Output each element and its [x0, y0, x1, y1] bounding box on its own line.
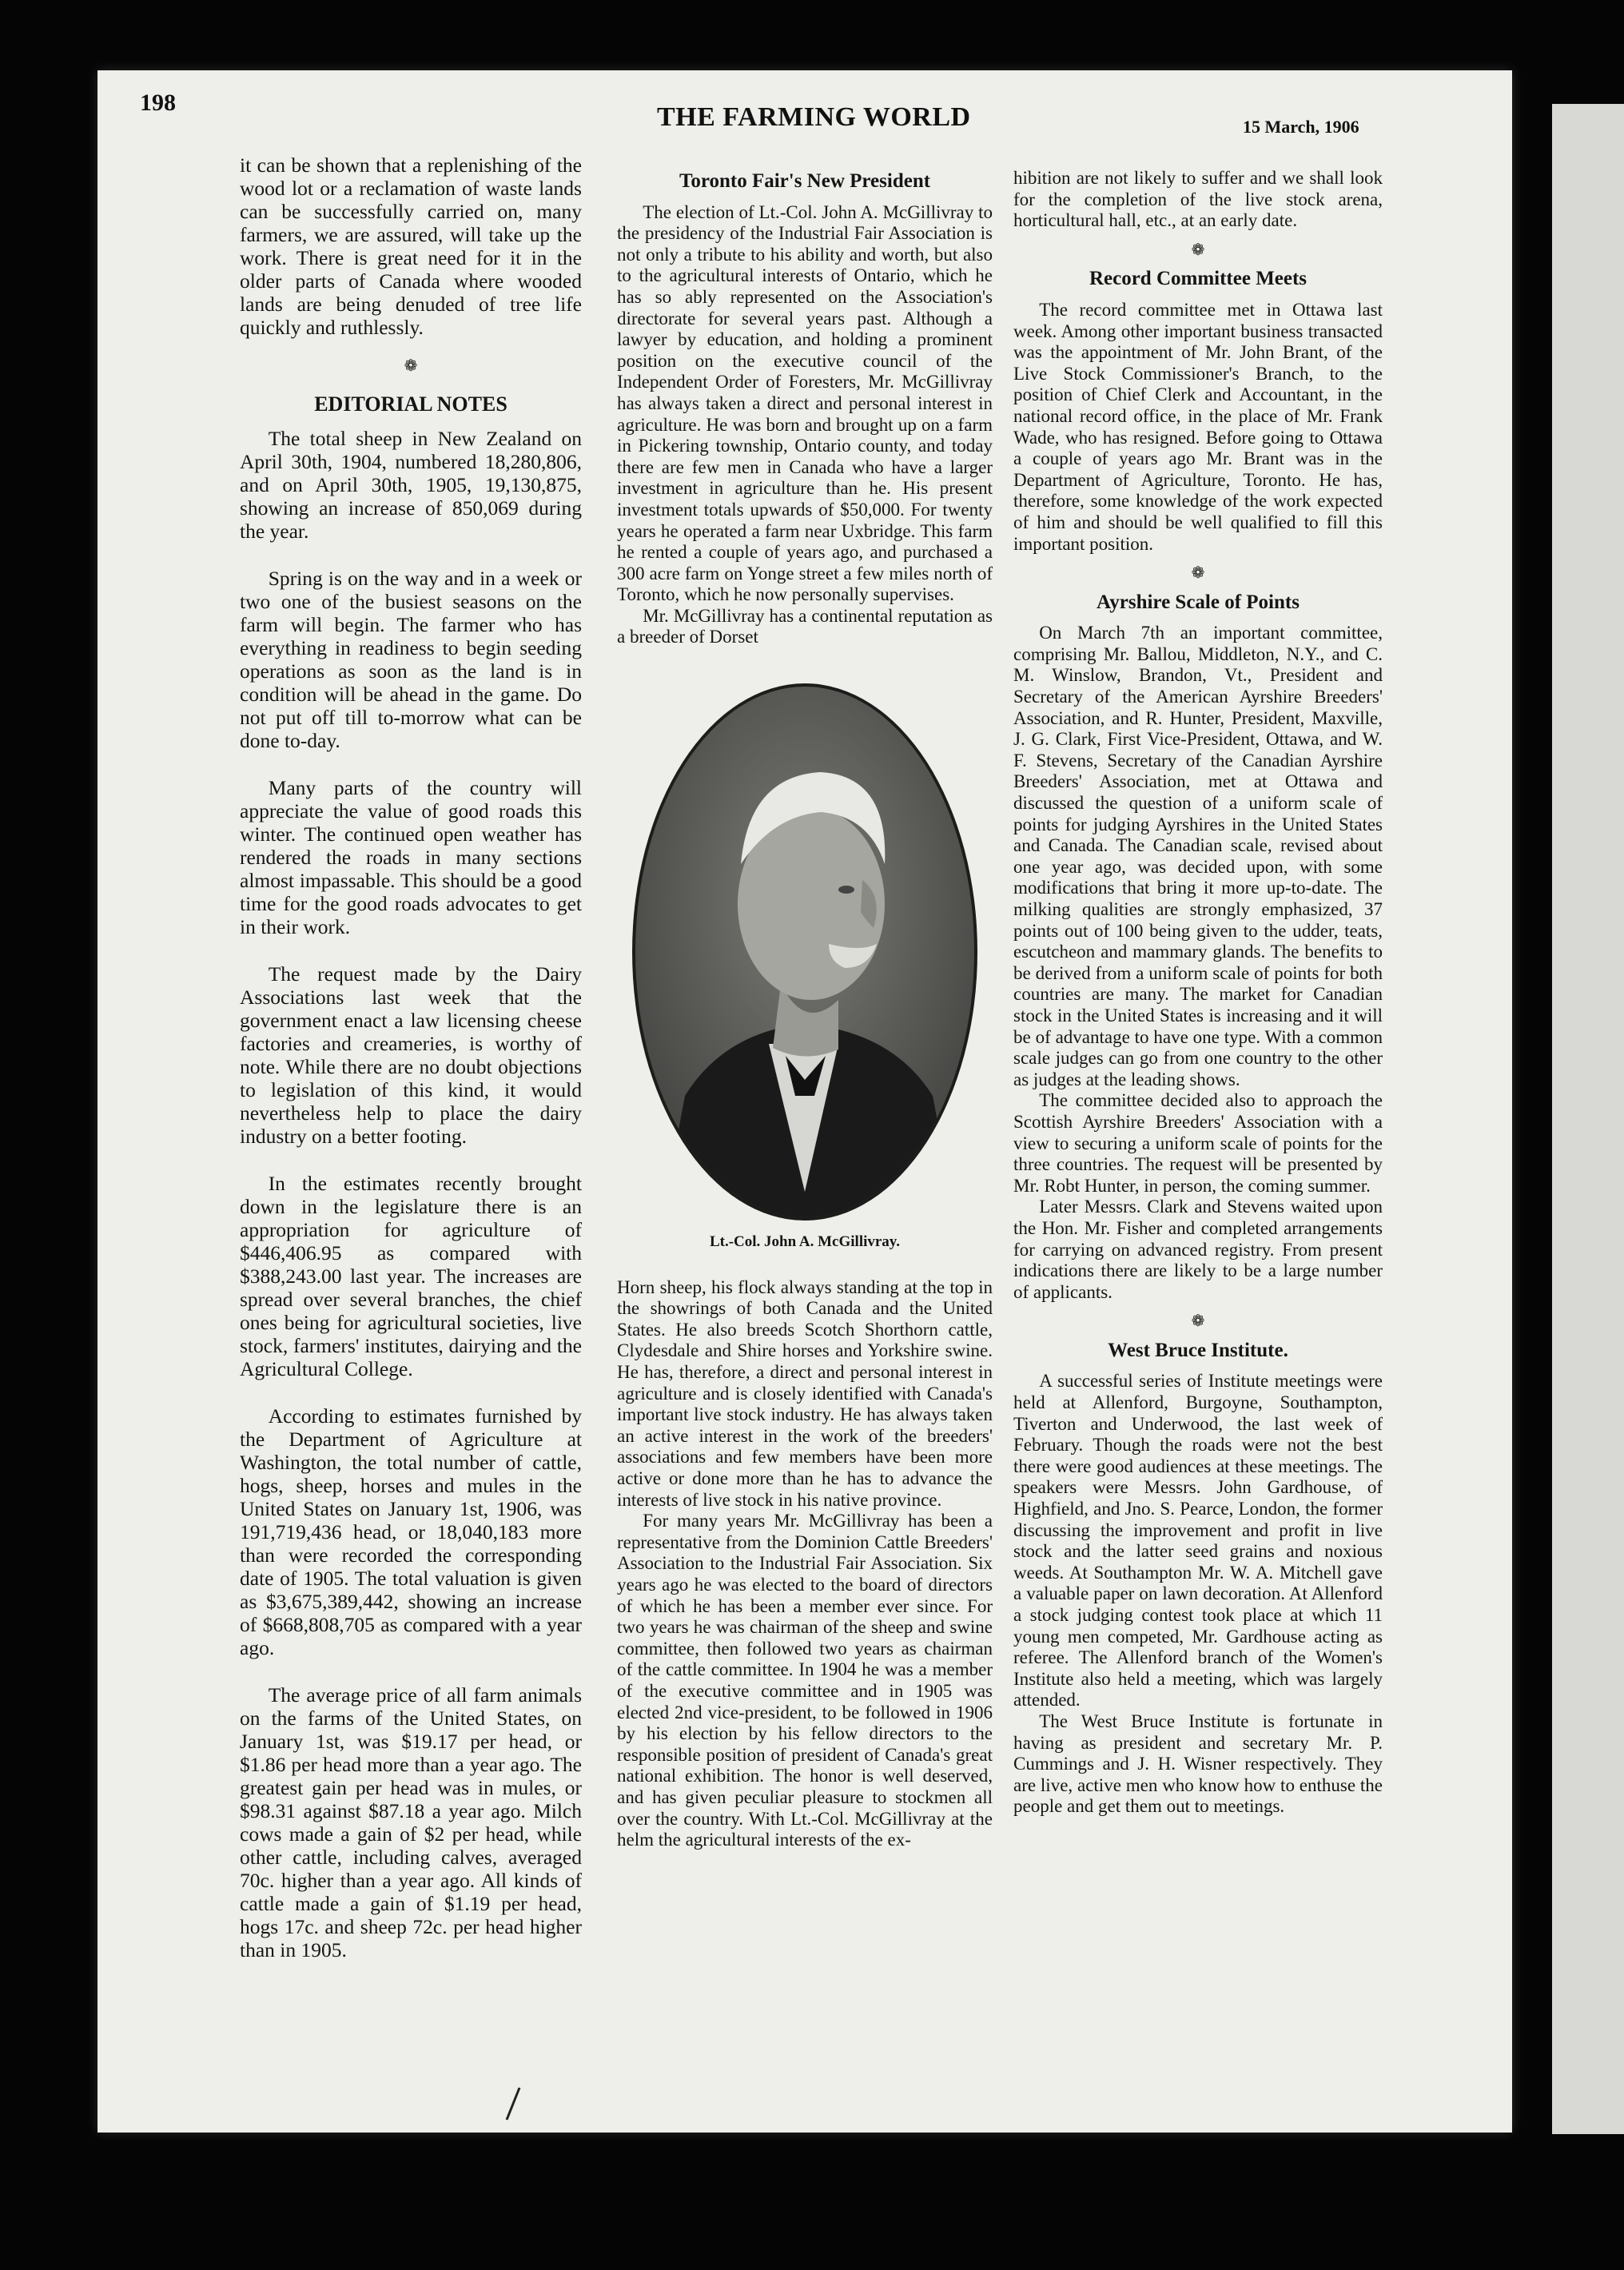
article-paragraph: On March 7th an important committee, comprising Mr. Ballou, Middleton, N.Y., and C. M. Winslow, Brandon, Vt., President and Secretary of the American Ayrshire Breeders' Association, and R. Hunter, President, Maxville, J. G. Clark, First Vice-President, Ottawa, and W. F. Stevens, Secretary of the Canadian Ayrshire Breeders' Association, met at Ottawa and discussed the question of a uniform scale of points for judging Ayrshires in the United States and Canada. The Canadian scale, revised about one year ago, was decided upon, with some modifications that bring it more up-to-date. The milking qualities are strongly emphasized, 37 points out of 100 being given to the udder, teats, escutcheon and mammary glands. The benefits to be derived from a uniform scale of points for both countries are many. The market for Canadian stock in the United States is increasing and it will be of advantage to have one type. With a common scale judges can go from one country to the other as judges at the leading shows.	[1013, 623, 1383, 1089]
toronto-fair-heading: Toronto Fair's New President	[679, 170, 931, 192]
article-paragraph: A successful series of Institute meetings were held at Allenford, Burgoyne, Southampton, Tiverton and Underwood, the last week of February. Though the roads were not the best there were good audiences at these meetings. The speakers were Messrs. John Gardhouse, of Highfield, and Jno. S. Pearce, London, the former discussing the improvement and profit in live stock and the latter seed grains and noxious weeds. At Southampton Mr. W. A. Mitchell gave a valuable paper on lawn decoration. At Allenford a stock judging contest took place at which 11 young men competed, Mr. Gardhouse acting as referee. The Allenford branch of the Women's Institute also held a meeting, which was largely attended.	[1013, 1371, 1383, 1710]
editorial-paragraph: The average price of all farm animals on the farms of the United States, on January 1st, was $19.17 per head, or $1.86 per head more than a year ago. The greatest gain per head was in mules, or $98.31 against $87.18 a year ago. Milch cows made a gain of $2 per head, while other cattle, including calves, averaged 70c. higher than a year ago. All kinds of cattle made a gain of $1.19 per head, hogs 17c. and sheep 72c. per head higher than in 1905.	[240, 1683, 582, 1961]
leaf-ornament-icon: ❁	[1191, 1312, 1205, 1331]
article-paragraph: For many years Mr. McGillivray has been a representative from the Dominion Cattle Breeders' Association to the Industrial Fair Association. Six years ago he was elected to the board of directors of which he has been a member ever since. For two years he was chairman of the sheep and swine committee, then followed two years as chairman of the cattle committee. In 1904 he was a member of the executive committee and in 1905 was elected 2nd vice-president, to be followed in 1906 by his election by his fellow directors to the responsible position of president of Canada's great national exhibition. The honor is well deserved, and has given peculiar pleasure to stockmen all over the country. With Lt.-Col. McGillivray at the helm the agricultural interests of the ex-	[617, 1511, 993, 1850]
page-number: 198	[140, 90, 176, 116]
editorial-paragraph: The request made by the Dairy Associations last week that the government enact a law licensing cheese factories and creameries, is worthy of note. While there are no doubt objections to legislation of this kind, it would nevertheless help to place the dairy industry on a better footing.	[240, 962, 582, 1148]
column-1	[240, 153, 582, 1985]
article-paragraph: The election of Lt.-Col. John A. McGillivray to the presidency of the Industrial Fair Association is not only a tribute to his ability and worth, but also to the agricultural interests of Ontario, which he has so ably represented on the Association's directorate for several years past. Although a lawyer by education, and holding a prominent position on the executive council of the Independent Order of Foresters, Mr. McGillivray has always taken a direct and personal interest in agriculture. He was born and brought up on a farm in Pickering township, Ontario county, and today there are few men in Canada who have a larger investment in agriculture than he. His present investment totals upwards of $50,000. For twenty years he operated a farm near Uxbridge. This farm he rented a couple of years ago, and purchased a 300 acre farm on Yonge street a few miles north of Toronto, which he now personally supervises.	[617, 201, 993, 605]
stray-pencil-mark	[502, 2083, 526, 2123]
article-paragraph: Later Messrs. Clark and Stevens waited upon the Hon. Mr. Fisher and completed arrangements for carrying on advanced registry. From present indications there are likely to be a large number of applicants.	[1013, 1197, 1383, 1302]
article-paragraph: The committee decided also to approach the Scottish Ayrshire Breeders' Association with a view to securing a uniform scale of points for the three countries. The request will be presented by Mr. Robt Hunter, in person, the coming summer.	[1013, 1090, 1383, 1196]
leaf-ornament-icon: ❁	[1191, 241, 1205, 259]
record-committee-heading: Record Committee Meets	[1089, 268, 1308, 290]
editorial-paragraph: According to estimates furnished by the Department of Agriculture at Washington, the total number of cattle, hogs, sheep, horses and mules in the United States on January 1st, 1906, was 191,719,436 head, or 18,040,183 more than were recorded the corresponding date of 1905. The total valuation is given as $3,675,389,442, showing an increase of $668,808,705 as compared with a year ago.	[240, 1404, 582, 1659]
editorial-paragraph: The total sheep in New Zealand on April 30th, 1904, numbered 18,280,806, and on April 30th, 1905, 19,130,875, showing an increase of 850,069 during the year.	[240, 427, 582, 543]
editorial-paragraph: In the estimates recently brought down in the legislature there is an appropriation for agriculture of $446,406.95 as compared with $388,243.00 last year. The increases are spread over several branches, the chief ones being for agricultural societies, live stock, farmers' institutes, dairying and the Agricultural College.	[240, 1172, 582, 1380]
issue-date: 15 March, 1906	[1243, 117, 1359, 137]
journal-title: THE FARMING WORLD	[657, 102, 971, 132]
article-paragraph: Horn sheep, his flock always standing at the top in the showrings of both Canada and the United States. He also breeds Scotch Shorthorn cattle, Clydesdale and Shire horses and Yorkshire swine. He has, therefore, a direct and personal interest in agriculture and is closely identified with Canada's important live stock industry. He has always taken an active interest in the work of the breeders' associations and few members have been more active or done more than he has to advance the interests of live stock in his native province.	[617, 1276, 993, 1510]
leaf-ornament-icon: ❁	[404, 357, 418, 375]
article-paragraph: Mr. McGillivray has a continental reputation as a breeder of Dorset	[617, 605, 993, 647]
editorial-notes-heading: EDITORIAL NOTES	[314, 392, 508, 416]
portrait-photo	[629, 680, 981, 1224]
portrait-illustration	[629, 680, 981, 1224]
leaf-ornament-icon: ❁	[1191, 564, 1205, 583]
adjacent-page-edge	[1552, 104, 1624, 2134]
west-bruce-heading: West Bruce Institute.	[1108, 1339, 1288, 1361]
exhibition-continuation: hibition are not likely to suffer and we shall look for the completion of the live stock arena, horticultural hall, etc., at an early date.	[1013, 168, 1383, 231]
woodlot-continuation: it can be shown that a replenishing of the wood lot or a reclamation of waste lands can be successfully carried on, many farmers, we are assured, will take up the work. There is great need for it in the older parts of Canada where wooded lands are being denuded of tree life quickly and ruthlessly.	[240, 153, 582, 339]
column-2	[617, 163, 993, 1851]
editorial-paragraph: Spring is on the way and in a week or two one of the busiest seasons on the farm will begin. The farmer who has everything in readiness to begin seeding operations as soon as the land is in condition will be ahead in the game. Do not put off till to-morrow what can be done to-day.	[240, 567, 582, 752]
portrait-caption: Lt.-Col. John A. McGillivray.	[709, 1233, 901, 1251]
article-paragraph: The record committee met in Ottawa last week. Among other important business transacted was the appointment of Mr. John Brant, of the Live Stock Commissioner's Branch, to the position of Chief Clerk and Accountant, in the national record office, in the place of Mr. Frank Wade, who has resigned. Before going to Ottawa a couple of years ago Mr. Brant was in the Department of Agriculture, Toronto. He has, therefore, some knowledge of the work expected of him and should be well qualified to fill this important position.	[1013, 299, 1383, 554]
editorial-paragraph: Many parts of the country will appreciate the value of good roads this winter. The continued open weather has rendered the roads in many sections almost impassable. This should be a good time for the good roads advocates to get in their work.	[240, 776, 582, 938]
ayrshire-scale-heading: Ayrshire Scale of Points	[1097, 591, 1300, 613]
column-3	[1013, 168, 1383, 1818]
article-paragraph: The West Bruce Institute is fortunate in having as president and secretary Mr. P. Cummings and J. H. Wisner respectively. They are live, active men who know how to enthuse the people and get them out to meetings.	[1013, 1710, 1383, 1817]
